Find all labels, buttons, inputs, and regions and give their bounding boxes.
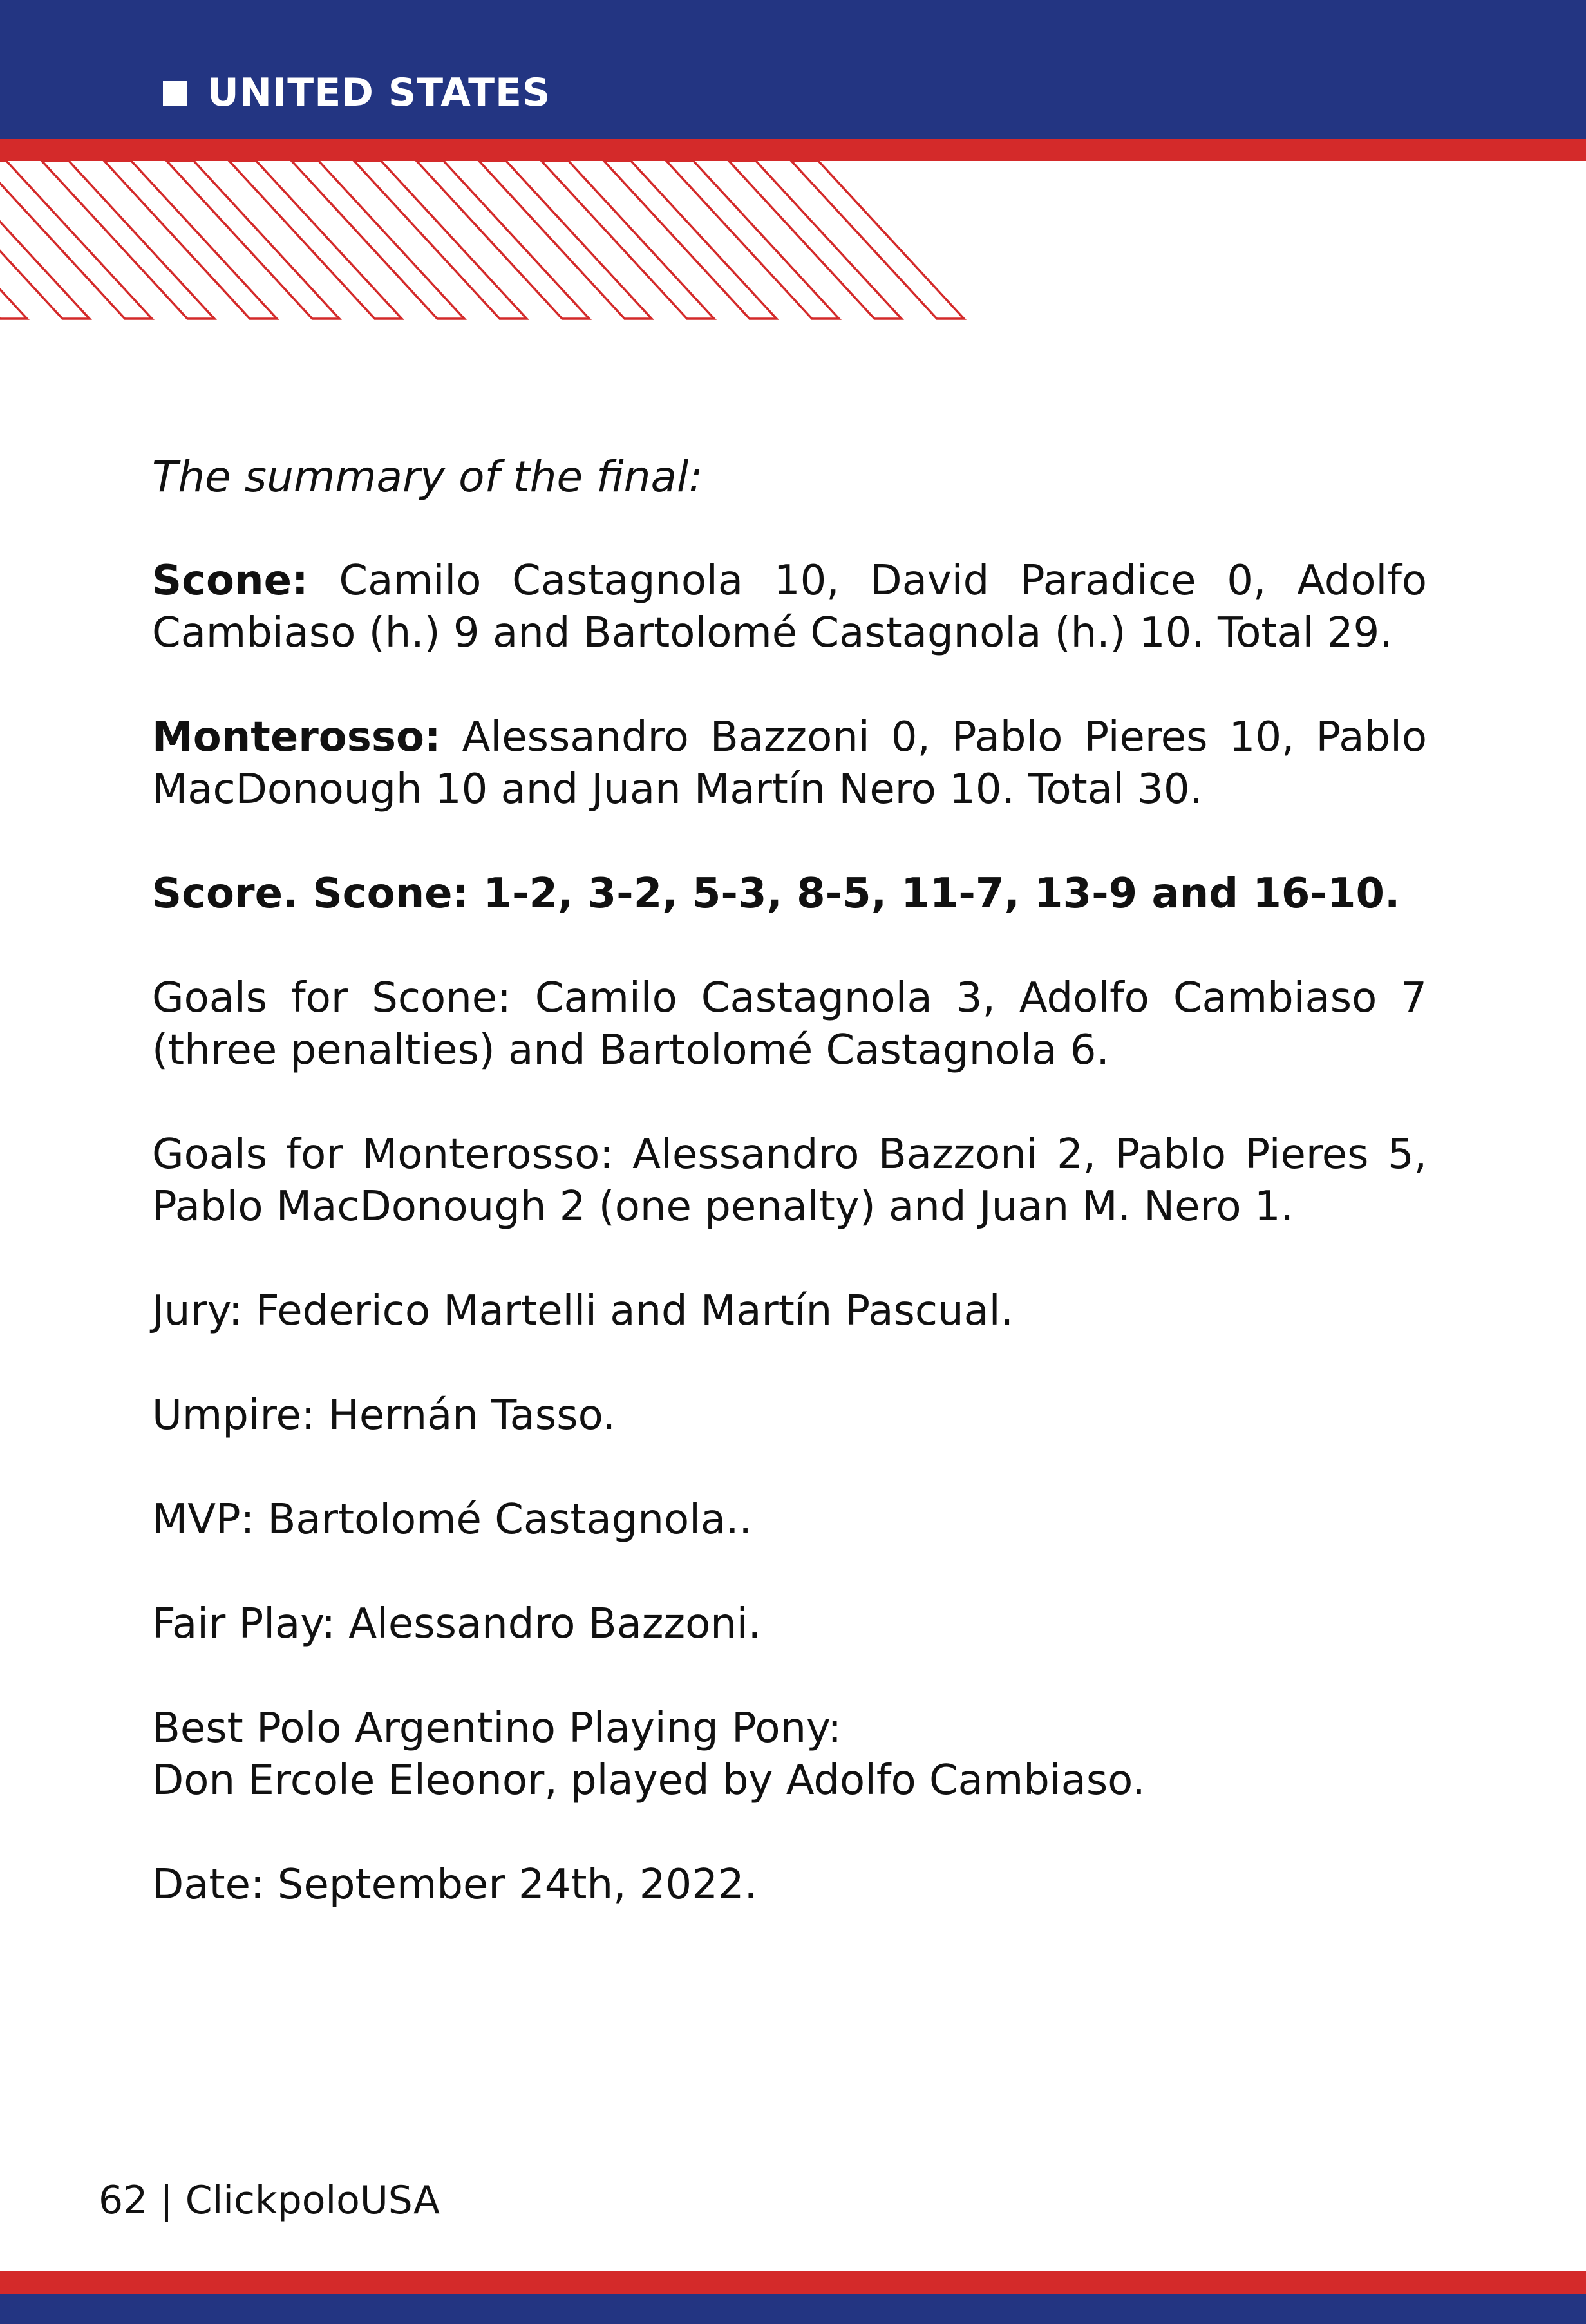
footer-blue-bar — [0, 2294, 1586, 2324]
page-footer-label: 62 | ClickpoloUSA — [99, 2178, 440, 2223]
section-title: UNITED STATES — [207, 70, 551, 115]
goals-team2: Goals for Monterosso: Alessandro Bazzoni 2, Pablo Pieres 5, Pablo MacDonough 2 (one penalty) and Juan M. Nero 1. — [152, 1131, 1427, 1231]
score-progression: Score. Scone: 1-2, 3-2, 5-3, 8-5, 11-7, 13-9 and 16-10. — [152, 870, 1401, 918]
summary-content — [152, 451, 1427, 1963]
team1-total: Total 29. — [1217, 609, 1393, 657]
mvp-text: MVP: Bartolomé Castagnola.. — [152, 1496, 752, 1544]
team2-players: Alessandro Bazzoni 0, Pablo Pieres 10, Pablo MacDonough 10 and Juan Martín Nero 10. — [152, 713, 1428, 813]
umpire-text: Umpire: Hernán Tasso. — [152, 1392, 616, 1439]
team1-lineup — [152, 555, 1427, 659]
best-pony-value: Don Ercole Eleonor, played by Adolfo Cambiaso. — [152, 1757, 1146, 1804]
best-pony-text — [152, 1703, 1427, 1807]
team2-name: Monterosso: — [152, 713, 441, 761]
fair-play-text: Fair Play: Alessandro Bazzoni. — [152, 1600, 761, 1648]
team2-total: Total 30. — [1028, 766, 1203, 813]
jury-text: Jury: Federico Martelli and Martín Pascual. — [152, 1287, 1014, 1335]
team2-lineup — [152, 712, 1427, 816]
header-square-icon — [163, 81, 187, 106]
summary-heading: The summary of the final: — [152, 452, 703, 502]
diagonal-stripes-decoration — [0, 161, 979, 322]
header-red-stripe — [0, 139, 1586, 161]
footer-red-stripe — [0, 2271, 1586, 2294]
date-text: Date: September 24th, 2022. — [152, 1861, 757, 1909]
team1-name: Scone: — [152, 557, 308, 605]
goals-team1: Goals for Scone: Camilo Castagnola 3, Adolfo Cambiaso 7 (three penalties) and Bartolomé Castagnola 6. — [152, 974, 1427, 1074]
team1-players: Camilo Castagnola 10, David Paradice 0, Adolfo Cambiaso (h.) 9 and Bartolomé Castagnola (h.) 10. — [152, 557, 1428, 657]
best-pony-label: Best Polo Argentino Playing Pony: — [152, 1705, 842, 1752]
